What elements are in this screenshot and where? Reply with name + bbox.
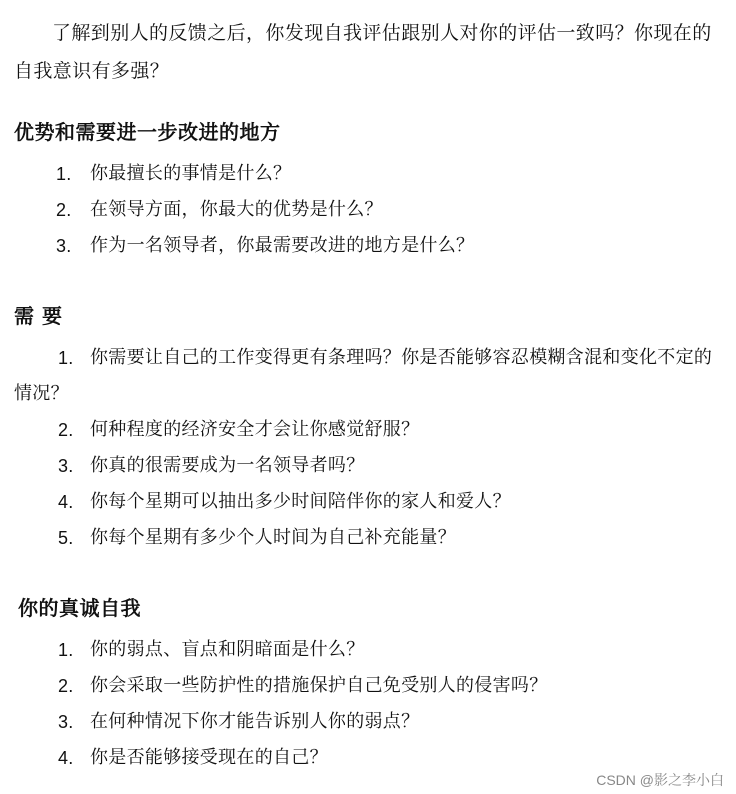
- list-item: [14, 520, 726, 556]
- item-number: 1.: [58, 348, 74, 368]
- list-strengths: [14, 156, 726, 264]
- item-text: 你真的很需要成为一名领导者吗？: [90, 455, 365, 476]
- item-number: 4.: [58, 748, 74, 768]
- list-item: [14, 156, 726, 192]
- list-item: [14, 448, 726, 484]
- item-text: 你会采取一些防护性的措施保护自己免受别人的侵害吗？: [90, 675, 548, 696]
- list-item: [14, 228, 726, 264]
- list-item: [14, 632, 726, 668]
- list-item: [14, 412, 726, 448]
- item-number: 3.: [58, 456, 74, 476]
- section-heading-authentic-self: 你的真诚自我: [18, 596, 141, 620]
- item-text: 在领导方面，你最大的优势是什么？: [90, 199, 383, 220]
- item-number: 4.: [58, 492, 74, 512]
- item-number: 3.: [58, 712, 74, 732]
- list-item: [14, 668, 726, 704]
- item-text: 你的弱点、盲点和阴暗面是什么？: [90, 639, 365, 660]
- list-item: [14, 484, 726, 520]
- item-number: 2.: [56, 200, 72, 220]
- item-number: 1.: [58, 640, 74, 660]
- intro-paragraph: 了解到别人的反馈之后，你发现自我评估跟别人对你的评估一致吗？你现在的自我意识有多强？: [14, 22, 712, 82]
- watermark: CSDN @影之李小白: [596, 772, 724, 788]
- item-text: 你每个星期有多少个人时间为自己补充能量？: [90, 527, 456, 548]
- list-item: [14, 704, 726, 740]
- item-text: 你最擅长的事情是什么？: [90, 163, 292, 184]
- item-text: 在何种情况下你才能告诉别人你的弱点？: [90, 711, 420, 732]
- item-text: 你需要让自己的工作变得更有条理吗？你是否能够容忍模糊含混和变化不定的情况？: [14, 347, 713, 404]
- section-heading-strengths: 优势和需要进一步改进的地方: [14, 120, 281, 144]
- item-text: 作为一名领导者，你最需要改进的地方是什么？: [90, 235, 475, 256]
- list-item: [14, 340, 726, 412]
- list-item: [14, 192, 726, 228]
- item-number: 2.: [58, 420, 74, 440]
- item-number: 5.: [58, 528, 74, 548]
- list-needs: [14, 340, 726, 556]
- item-number: 2.: [58, 676, 74, 696]
- list-authentic-self: [14, 632, 726, 776]
- item-number: 3.: [56, 236, 72, 256]
- item-text: 你是否能够接受现在的自己？: [90, 747, 328, 768]
- item-text: 你每个星期可以抽出多少时间陪伴你的家人和爱人？: [90, 491, 511, 512]
- section-heading-needs: 需 要: [14, 304, 63, 328]
- item-number: 1.: [56, 164, 72, 184]
- item-text: 何种程度的经济安全才会让你感觉舒服？: [90, 419, 420, 440]
